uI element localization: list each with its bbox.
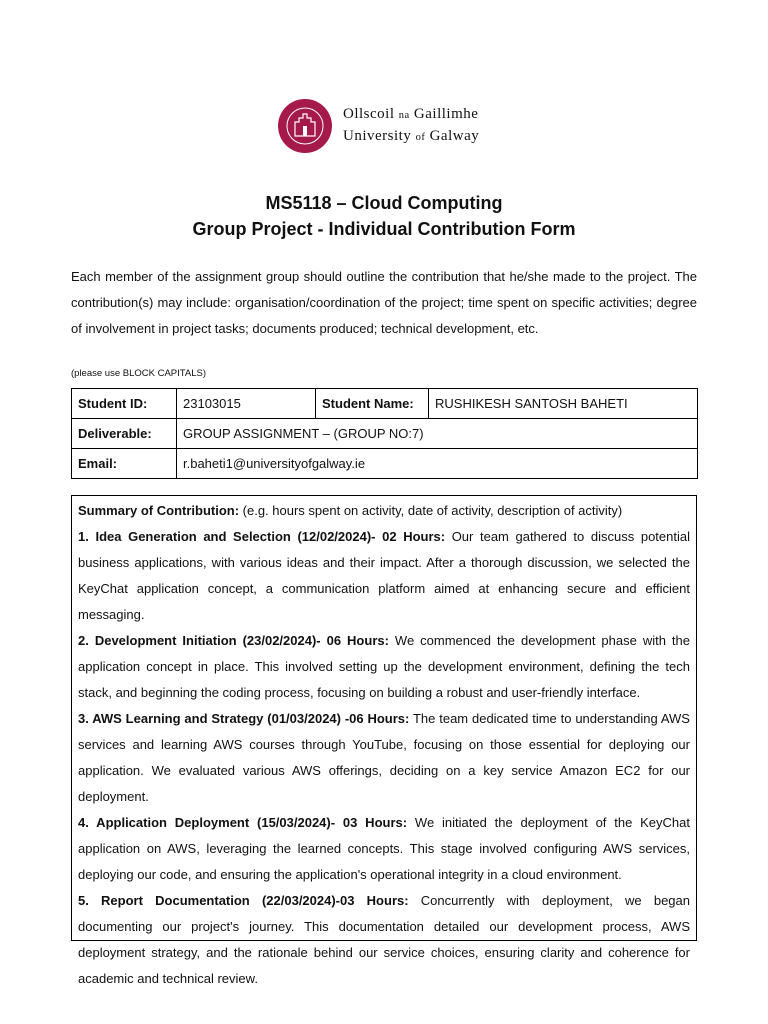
- student-name-label: Student Name:: [316, 389, 429, 419]
- contribution-item-text: We commenced the development phase with the application concept in place. This involved setting up the development environment, defining the tech stack, and beginning the coding process, focusing on building a robust and user-friendly interface.: [78, 633, 690, 700]
- university-seal-icon: [277, 98, 333, 154]
- document-title-course: MS5118 – Cloud Computing: [265, 193, 503, 213]
- contribution-item-title: 5. Report Documentation (22/03/2024)-03 Hours:: [78, 893, 409, 908]
- contribution-item-title: 4. Application Deployment (15/03/2024)- 03 Hours:: [78, 815, 408, 830]
- contribution-item: [78, 810, 690, 888]
- university-irish-mid: na: [398, 110, 410, 121]
- student-id-value: 23103015: [177, 389, 316, 419]
- table-row: [72, 419, 698, 449]
- deliverable-label: Deliverable:: [72, 419, 177, 449]
- summary-heading-note: (e.g. hours spent on activity, date of activity, description of activity): [239, 503, 623, 518]
- contribution-item-title: 3. AWS Learning and Strategy (01/03/2024) -06 Hours:: [78, 711, 410, 726]
- table-row: [72, 389, 698, 419]
- summary-heading: Summary of Contribution:: [78, 503, 240, 518]
- university-irish-suffix: Gaillimhe: [413, 106, 479, 122]
- contribution-item: [78, 628, 690, 706]
- contribution-item: [78, 524, 690, 628]
- student-info-table: [71, 388, 698, 479]
- student-name-value: RUSHIKESH SANTOSH BAHETI: [429, 389, 698, 419]
- university-english-prefix: University: [343, 128, 412, 144]
- document-title-form: Group Project - Individual Contribution Form: [192, 219, 576, 239]
- summary-heading-line: [78, 498, 690, 524]
- block-capitals-note: (please use BLOCK CAPITALS): [71, 368, 206, 379]
- contribution-item-title: 1. Idea Generation and Selection (12/02/2024)- 02 Hours:: [78, 529, 446, 544]
- contribution-item-text: Our team gathered to discuss potential business applications, with various ideas and their impact. After a thorough discussion, we selected the KeyChat application concept, a communication platform aimed at enhancing secure and efficient messaging.: [78, 529, 690, 622]
- contribution-item-title: 2. Development Initiation (23/02/2024)- 06 Hours:: [78, 633, 389, 648]
- contribution-item: [78, 706, 690, 810]
- intro-paragraph: Each member of the assignment group should outline the contribution that he/she made to the project. The contribution(s) may include: organisation/coordination of the project; time spent on specific activities; degree of involvement in project tasks; documents produced; technical development, etc.: [71, 269, 697, 336]
- contribution-item-text: We initiated the deployment of the KeyChat application on AWS, leveraging the learned concepts. This stage involved configuring AWS services, deploying our code, and ensuring the application's operational integrity in a cloud environment.: [78, 815, 690, 882]
- university-logo: [277, 98, 527, 154]
- student-id-label: Student ID:: [72, 389, 177, 419]
- contribution-item: [78, 888, 690, 992]
- deliverable-value: GROUP ASSIGNMENT – (GROUP NO:7): [177, 419, 698, 449]
- email-value: r.baheti1@universityofgalway.ie: [177, 449, 698, 479]
- email-label: Email:: [72, 449, 177, 479]
- university-name: [343, 104, 479, 148]
- contribution-item-text: The team dedicated time to understanding AWS services and learning AWS courses through YouTube, focusing on those essential for deploying our application. We evaluated various AWS offerings, deciding on a key service Amazon EC2 for our deployment.: [78, 711, 690, 804]
- university-english-suffix: Galway: [429, 128, 480, 144]
- university-english-mid: of: [415, 132, 426, 143]
- contribution-item-text: Concurrently with deployment, we began documenting our project's journey. This documentation detailed our development process, AWS deployment strategy, and the rationale behind our service choices, ensuring clarity and coherence for academic and technical review.: [78, 893, 690, 986]
- university-irish-prefix: Ollscoil: [343, 106, 395, 122]
- contribution-summary-box: [71, 495, 697, 986]
- table-row: [72, 449, 698, 479]
